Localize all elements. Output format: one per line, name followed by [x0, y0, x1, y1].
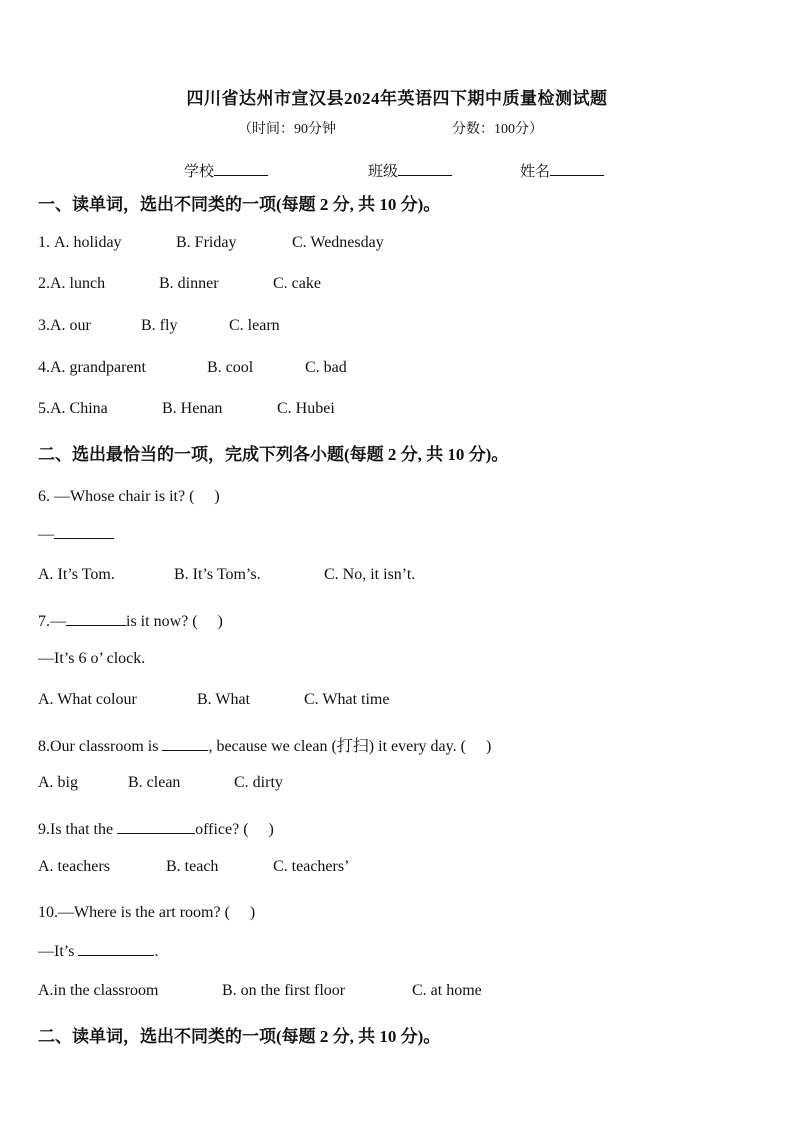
q5-number: 5.	[38, 400, 50, 417]
q8-option-a: A. big	[38, 774, 78, 791]
question-8-options	[38, 774, 283, 792]
name-blank[interactable]	[550, 161, 604, 176]
question-9-options	[38, 858, 349, 876]
question-4	[38, 359, 347, 377]
q5-option-b: B. Henan	[162, 400, 223, 417]
q3-option-a: A. our	[50, 317, 91, 334]
q2-option-b: B. dinner	[159, 275, 219, 292]
q9-option-a: A. teachers	[38, 858, 110, 875]
question-1	[38, 234, 384, 252]
question-7-stem	[38, 608, 223, 631]
q8-stem-pre: 8.Our classroom is	[38, 738, 163, 755]
q9-option-b: B. teach	[166, 858, 219, 875]
q2-number: 2.	[38, 275, 50, 292]
q1-option-c: C. Wednesday	[292, 234, 384, 251]
q4-number: 4.	[38, 359, 50, 376]
q6-dash: —	[38, 526, 54, 543]
q7-option-a: A. What colour	[38, 691, 137, 708]
exam-time: （时间：90分钟	[238, 122, 336, 137]
exam-score: 分数：100分）	[452, 122, 543, 137]
question-6-stem: 6. —Whose chair is it? ( )	[38, 488, 220, 505]
q2-option-a: A. lunch	[50, 275, 106, 292]
question-9-stem	[38, 816, 274, 839]
name-field	[520, 160, 604, 181]
question-6-answer-line	[38, 524, 114, 544]
q7-option-b: B. What	[197, 691, 251, 708]
q9-stem-post: office? ( )	[195, 821, 274, 838]
question-10-reply	[38, 941, 158, 961]
school-label: 学校	[184, 164, 215, 180]
q3-number: 3.	[38, 317, 50, 334]
q3-option-c: C. learn	[229, 317, 280, 334]
page-title: 四川省达州市宣汉县2024年英语四下期中质量检测试题	[186, 89, 608, 108]
q10-reply-pre: —It’s	[38, 943, 79, 960]
question-2	[38, 275, 321, 293]
q6-option-b: B. It’s Tom’s.	[174, 566, 261, 583]
q6-blank[interactable]	[54, 524, 114, 539]
question-10-options	[38, 982, 482, 1000]
school-field	[184, 160, 268, 181]
q7-stem-post: is it now? ( )	[126, 613, 223, 630]
q4-option-b: B. cool	[207, 359, 254, 376]
q8-blank[interactable]	[162, 736, 208, 751]
q1-number: 1.	[38, 234, 54, 251]
question-8-stem	[38, 733, 491, 756]
q10-blank[interactable]	[78, 941, 154, 956]
school-blank[interactable]	[214, 161, 268, 176]
q9-option-c: C. teachers’	[273, 858, 350, 875]
q5-option-a: A. China	[50, 400, 108, 417]
q9-blank[interactable]	[117, 819, 195, 834]
q1-option-a: A. holiday	[54, 234, 122, 251]
q10-option-a: A.in the classroom	[38, 982, 159, 999]
q7-option-c: C. What time	[304, 691, 390, 708]
q8-stem-post: , because we clean (打扫) it every day. ( )	[208, 738, 492, 755]
question-7-options	[38, 691, 389, 709]
q10-reply-post: .	[154, 943, 159, 960]
class-field	[368, 160, 452, 181]
class-blank[interactable]	[398, 161, 452, 176]
question-5	[38, 400, 335, 418]
q7-stem-pre: 7.—	[38, 613, 66, 630]
name-label: 姓名	[520, 164, 551, 180]
question-10-stem: 10.—Where is the art room? ( )	[38, 904, 256, 921]
q4-option-a: A. grandparent	[50, 359, 146, 376]
q9-stem-pre: 9.Is that the	[38, 821, 118, 838]
question-7-reply: —It’s 6 o’ clock.	[38, 650, 146, 667]
q10-option-c: C. at home	[412, 982, 482, 999]
q6-option-c: C. No, it isn’t.	[324, 566, 416, 583]
class-label: 班级	[368, 164, 399, 180]
q1-option-b: B. Friday	[176, 234, 237, 251]
question-3	[38, 317, 280, 335]
q3-option-b: B. fly	[141, 317, 178, 334]
q4-option-c: C. bad	[305, 359, 347, 376]
q8-option-c: C. dirty	[234, 774, 283, 791]
q6-option-a: A. It’s Tom.	[38, 566, 115, 583]
q2-option-c: C. cake	[273, 275, 321, 292]
q8-option-b: B. clean	[128, 774, 181, 791]
section-3-heading: 二、读单词，选出不同类的一项(每题 2 分, 共 10 分)。	[38, 1027, 441, 1046]
q5-option-c: C. Hubei	[277, 400, 335, 417]
q7-blank[interactable]	[66, 611, 126, 626]
section-1-heading: 一、读单词，选出不同类的一项(每题 2 分, 共 10 分)。	[38, 195, 441, 214]
question-6-options	[38, 566, 415, 584]
q10-option-b: B. on the first floor	[222, 982, 346, 999]
section-2-heading: 二、选出最恰当的一项，完成下列各小题(每题 2 分, 共 10 分)。	[38, 445, 509, 464]
